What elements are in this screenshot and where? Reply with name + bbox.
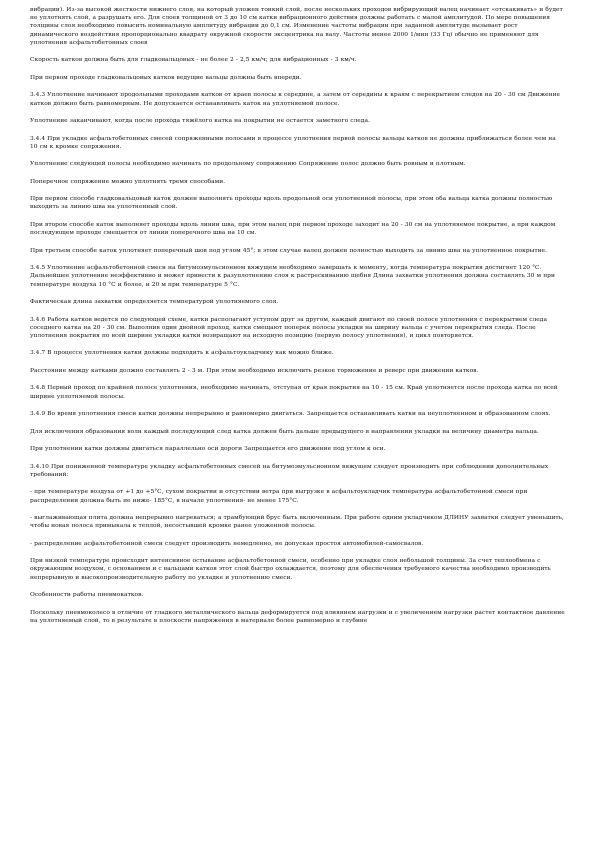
paragraph-transverse-joint: Поперечное сопряжение можно уплотнять тремя способами. (30, 178, 226, 185)
paragraph-requirement-temperature: - при температуре воздуха от +1 до +5°С, сухом покрытии и отсутствии ветра при выгрузке в асфальтоукладчик температура асфальтобетонной смеси при распределении должна быть не ниже- 185°С, в начале уплотнения- не менее 175°С. (30, 489, 528, 504)
paragraph-method-two: При втором способе каток выполняет проходы вдоль линии шва, при этом валец при первом проходе заходит на 20 - 30 см на уплотняемое покрытие, а при каждом последующем проходе смещается от линии поперечного шва на 10 см. (30, 221, 556, 237)
paragraph-method-one: При первом способе гладковальцовый каток должен выполнять проходы вдоль продольной оси уплотненной полосы, при этом оба вальца катка должны полностью выходить за линию шва на уплотненный слой. (30, 196, 553, 211)
paragraph-roller-distance: Расстояние между катками должно составлять 2 - 3 м. При этом необходимо исключить резкое торможение и реверс при движении катков. (30, 367, 479, 374)
paragraph-wave-prevention: Для исключения образования волн каждый последующий след катка должен быть дальше предыдущего в направлении укладки на величину диаметра вальца. (30, 428, 539, 435)
paragraph-vibration-intro: вибрации). Из-за высокой жесткости нижнего слоя, на который уложен тонкий слой, после нескольких проходов вибрирующий валец начинает «отскакивать» и будет не уплотнять слой, а разрушать его. Для слоев толщиной от 3 до 10 см катки вибрационного действия должны работать с малой амплитудой. По мере повышения толщины слоя необходимо повысить номинальную амплитуду вибрации до 0,1 см. Изменение частоты вибрации при заданной амплитуде вызывает рост динамического воздействия пропорционально квадрату окружной скорости эксцентрика на валу. Частоты менее 2000 1/мин (33 Гц) обычно не применяют для уплотнения асфальтобетонных слоев (30, 7, 563, 46)
paragraph-pneumatic-heading: Особенности работы пневмокатков. (30, 592, 144, 599)
paragraph-compaction-end: Уплотнение заканчивают, когда после прохода тяжёлого катка на покрытии не остается заметного следа. (30, 118, 370, 125)
paragraph-3-4-10: 3.4.10 При пониженной температуре укладку асфальтобетонных смесей на битумоэмульсионном вяжущем следует производить при соблюдении дополнительных требований: (30, 463, 549, 478)
paragraph-3-4-6: 3.4.6 Работа катков ведется по следующей схеме, катки располагают уступом друг за другом, каждый двигают по своей полосе уплотнения с перекрытием следа соседнего катка на 20 - 30 см. Выполнив один двойной проход, катки смещают поперек полосы укладки на ширину вальца с учетом перекрытия следа. После уплотнения покрытия по всей ширине укладки катки возвращают на исходную позицию (первую полосу уплотнения), и цикл повторяется. (30, 316, 547, 339)
paragraph-next-strip: Уплотнение следующей полосы необходимо начинать по продольному сопряжению Сопряжение полос должно быть ровным и плотным. (30, 161, 466, 168)
paragraph-3-4-3: 3.4.3 Уплотнение начинают продольными проходами катков от краев полосы к середине, а затем от середины к краям с перекрытием следов на 20 - 30 см Движение катков должно быть равномерным. Не допускается останавливать каток на уплотняемой полосе. (30, 92, 561, 107)
paragraph-parallel-axis: При уплотнении катки должны двигаться параллельно оси дороги Запрещается его движение под углом к оси. (30, 446, 386, 453)
paragraph-roller-speed: Скорость катков должна быть для гладковальцовых - не более 2 - 2,5 км/ч; для вибрационных - 3 км/ч. (30, 57, 357, 64)
paragraph-3-4-8: 3.4.8 Первый проход по крайней полосе уплотнения, необходимо начинать, отступая от края покрытия на 10 - 15 см. Край уплотняется после прохода катка по всей ширине уплотняемой полосы. (30, 385, 558, 400)
paragraph-3-4-4: 3.4.4 При укладке асфальтобетонных смесей сопряженными полосами в процессе уплотнения первой полосы вальцы катков не должны приближаться более чем на 10 см к кромке сопряжения. (30, 135, 556, 150)
paragraph-method-three: При третьем способе каток уплотняет поперечный шов под углом 45°; в этом случае валец должен полностью выходить за линию шва на уплотненное покрытие. (30, 247, 547, 254)
paragraph-first-pass: При первом проходе гладковальцовых катков ведущие вальцы должны быть впереди. (30, 74, 302, 81)
paragraph-requirement-distribution: - распределение асфальтобетонной смеси следует производить немедленно, не допуская простоя автомобилей-самосвалов. (30, 540, 424, 547)
paragraph-3-4-7: 3.4.7 В процессе уплотнения катки должны подходить к асфальтоукладчику как можно ближе. (30, 350, 334, 357)
paragraph-3-4-9: 3.4.9 Во время уплотнения смеси катки должны непрерывно и равномерно двигаться. Запрещается останавливать катки на неуплотненном и образованном слоях. (30, 411, 551, 418)
paragraph-pneumatic-wheel: Поскольку пневмоколесо в отличие от гладкого металлического вальца деформируется под влиянием нагрузки и с увеличением нагрузки растет контактное давление на уплотняемый слой, то в результате в плоскости напряжения в материале более равномерно и глубине (30, 609, 565, 624)
paragraph-low-temperature: При низкой температуре происходит интенсивное остывание асфальтобетонной смеси, особенно при укладке слоя небольшой толщины. За счет теплообмена с окружающим воздухом, с основанием и с вальцами катков этот слой быстро охлаждается, поэтому для обеспечения требуемого качества необходимо производить непрерывную и высокопроизводительную работу по укладке и уплотнению смеси. (30, 558, 551, 581)
paragraph-requirement-screed: - выглаживающая плита должна непрерывно нагреваться; а трамбующий брус быть включенным. При работе одним укладчиком ДЛИНУ захватки следует уменьшить, чтобы новая полоса примыкала к теплой, несостывшей кромке ранее уложенной полосы. (30, 515, 564, 530)
paragraph-3-4-5: 3.4.5 Уплотнение асфальтобетонной смеси на битумоэмульсионном вяжущем необходимо завершать к моменту, когда температура покрытия достигнет 120 °С. Дальнейшее уплотнение неэффективно и может привести к разуплотнению слоя к растрескиванию щебня Длина захватки уплотнения должна составлять 30 м при температуре воздуха 10 °С и более, и 20 м при температуре 5 °С. (30, 265, 555, 288)
paragraph-actual-length: Фактическая длина захватки определяется температурой уплотняемого слоя. (30, 299, 279, 306)
